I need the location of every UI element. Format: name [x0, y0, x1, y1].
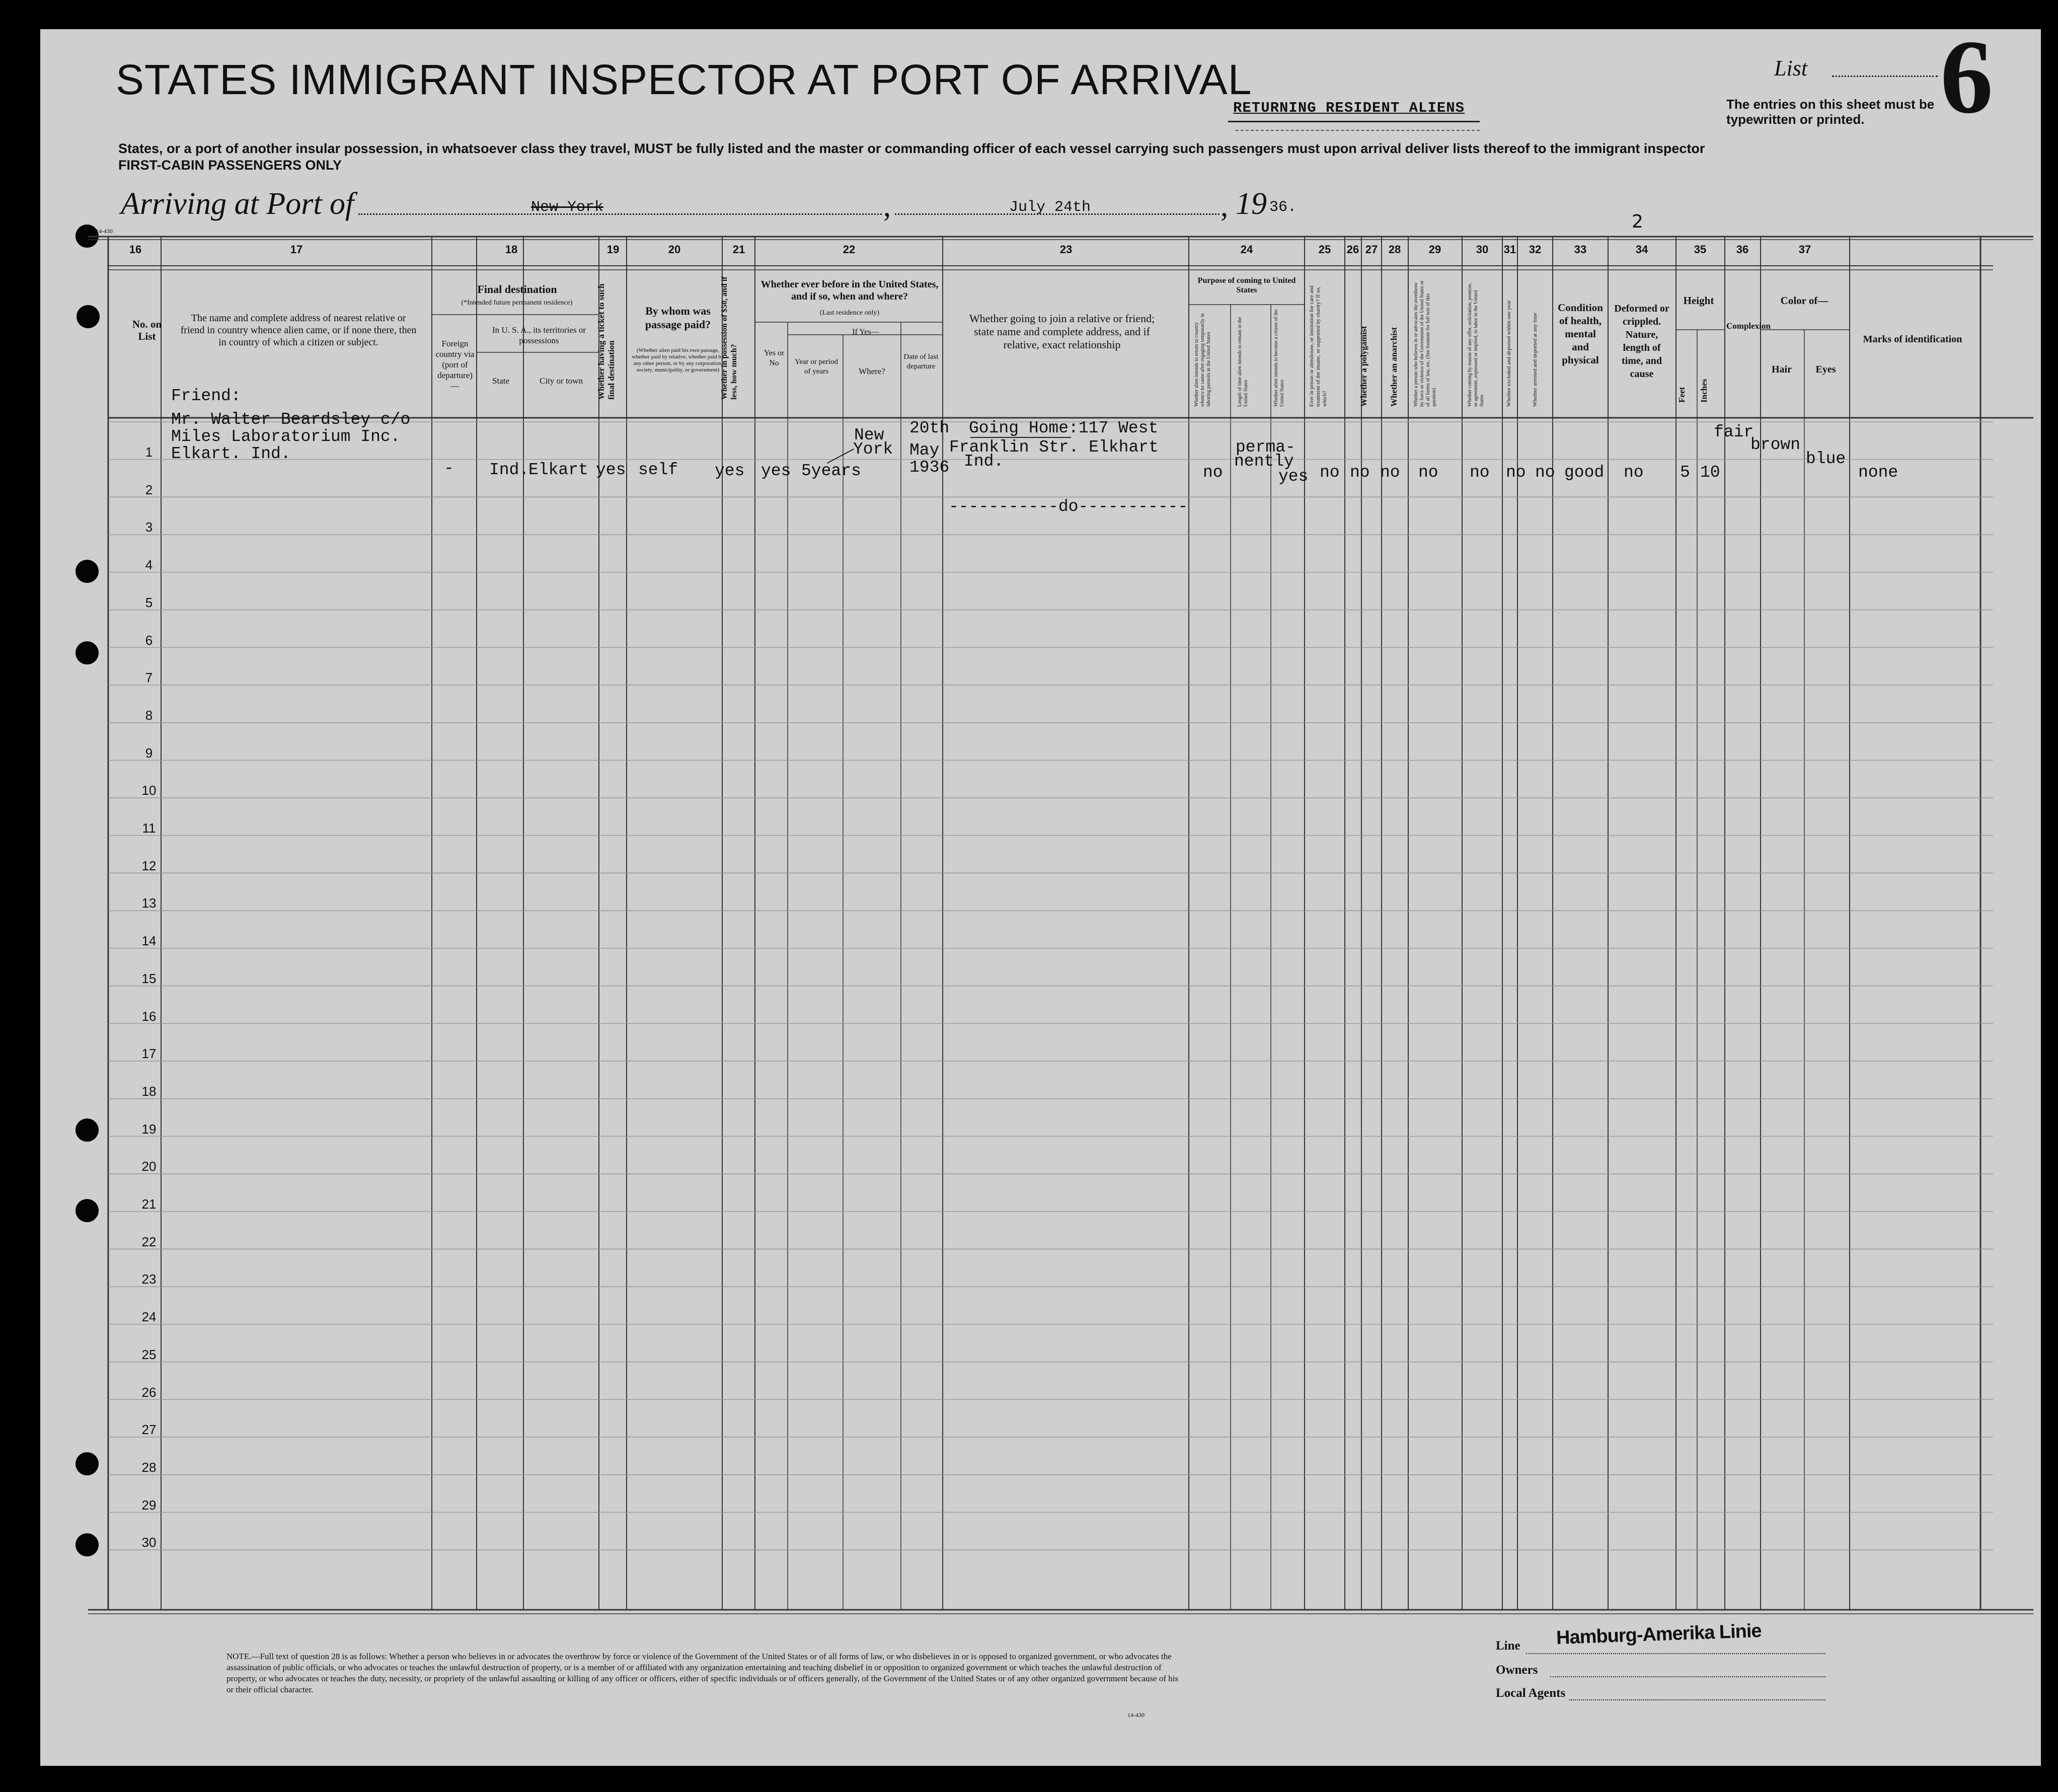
relative-company: Miles Laboratorium Inc. [171, 427, 401, 446]
footer-form-number: 14-430 [1127, 1711, 1145, 1719]
header-last-departure: Date of last departure [903, 353, 939, 370]
header-if-yes: If Yes— [852, 328, 879, 336]
header-purpose-return: Whether alien intends to return to country whence he came after engaging temporarily in laboring pursuits in the United States [1194, 313, 1211, 407]
column-number: 24 [1240, 243, 1253, 256]
header-anarchist: Whether an anarchist [1389, 327, 1399, 407]
column-number: 32 [1529, 243, 1542, 256]
header-purpose: Purpose of coming to United States [1197, 276, 1296, 294]
friend-label: Friend: [171, 387, 241, 405]
column-number: 16 [129, 243, 142, 256]
column-number: 33 [1574, 243, 1587, 256]
owners-label: Owners [1496, 1663, 1538, 1677]
row-number: 29 [141, 1497, 157, 1513]
list-label: List [1774, 56, 1808, 81]
column-number: 35 [1694, 243, 1707, 256]
header-excluded: Whether excluded and deported within one year [1506, 300, 1512, 407]
list-number-line [1832, 76, 1938, 77]
overthrow-value: no [1418, 463, 1438, 482]
header-final-destination: Final destination [477, 283, 557, 295]
deformed-value: no [1624, 463, 1644, 482]
year-suffix: 36. [1269, 199, 1297, 216]
row-number: 21 [141, 1197, 157, 1212]
header-color-of: Color of— [1780, 294, 1828, 307]
footnote-text: Full text of question 28 is as follows: Whether a person who believes in or advocates the overthrow by force or violence of the Government of the United States or of all forms of law, or who disbelieves in or is opposed to organized government, or who advocates the assassination of public officials, or who advocates or teaches the unlawful destruction of property, or is a member of or affiliated with any organization entertaining and teaching disbelief in or opposition to organized government or which teaches the unlawful destruction of property, or who advocates or teaches the duty, necessity, or propriety of the unlawful assaulting or killing of any officer or officers, either of specific individuals or of officers generally, of the Government of the United States or of any other organized government because of his or their official character. [226, 1652, 1179, 1694]
header-deformed: Deformed or crippled. Nature, length of time, and cause [1614, 303, 1669, 380]
column-number: 36 [1736, 243, 1749, 256]
header-final-note: (*Intended future permanent residence) [461, 299, 573, 307]
row-number: 2 [145, 482, 153, 497]
header-no-on-list: No. on List [132, 318, 162, 342]
header-foreign-via: Foreign country via (port of departure)— [435, 339, 475, 391]
header-inches: Inches [1699, 379, 1709, 403]
column-number: 26 [1346, 243, 1359, 256]
column-number: 25 [1318, 243, 1331, 256]
cabin-class: FIRST-CABIN PASSENGERS ONLY [118, 158, 342, 173]
relative-name: Mr. Walter Beardsley c/o [171, 410, 411, 429]
row-number: 8 [145, 707, 153, 723]
polygamist-value: no [1350, 463, 1370, 482]
complexion-value: fair [1714, 423, 1754, 441]
comma: , [1221, 189, 1228, 222]
prison-value: no [1320, 463, 1340, 482]
stamp-rule [1228, 121, 1480, 122]
row-number: 24 [141, 1309, 157, 1325]
fifty-value: yes [715, 462, 745, 480]
join-value-1: Going Home:117 West [969, 419, 1159, 437]
header-feet: Feet [1677, 387, 1687, 403]
column-number: 21 [732, 243, 745, 256]
row-number: 1 [145, 444, 153, 460]
join-value-2: Franklin Str. Elkhart [949, 438, 1159, 457]
header-ticket: Whether having a ticket to such final destination [596, 283, 616, 400]
header-polygamist: Whether a polygamist [1359, 326, 1368, 407]
row-number: 25 [141, 1347, 157, 1362]
row-number: 13 [141, 895, 157, 911]
arrival-date: July 24th [1009, 199, 1091, 216]
column-number: 20 [668, 243, 681, 256]
header-ever-before: Whether ever before in the United States, and if so, when and where? [760, 279, 939, 302]
before-yes-value: yes [761, 462, 791, 480]
row-number: 4 [145, 557, 153, 573]
row-number: 14 [141, 933, 157, 949]
column-number: 34 [1635, 243, 1648, 256]
column-number: 37 [1798, 243, 1811, 256]
header-city: City or town [540, 376, 583, 386]
row-number: 18 [141, 1083, 157, 1099]
list-number: 6 [1940, 19, 1993, 135]
row-number: 22 [141, 1234, 157, 1249]
purpose-length-value-1: perma- [1236, 438, 1295, 457]
header-period: Year or period of years [795, 358, 838, 376]
anarchist-value: no [1380, 463, 1400, 482]
header-purpose-length: Length of time alien intends to remain in the United States [1237, 317, 1249, 407]
feet-value: 5 [1680, 463, 1690, 482]
row-number: 11 [142, 820, 156, 836]
typewritten-note: The entries on this sheet must be typewritten or printed. [1726, 97, 1935, 127]
header-yes-no: Yes or No [764, 349, 785, 367]
ticket-value: yes [596, 461, 626, 479]
header-ever-note: (Last residence only) [819, 309, 880, 317]
where-value-2: York [853, 440, 893, 459]
comma: , [883, 189, 891, 222]
column-number: 17 [290, 243, 303, 256]
arrival-port: New York [531, 199, 604, 216]
row-number: 19 [141, 1121, 157, 1137]
row-number: 16 [141, 1008, 157, 1024]
header-passage-note: (Whether alien paid his own passage, whether paid by relative, whether paid by any other person, or by any corporation, society, municipality, or government) [632, 347, 724, 373]
footnote-label: NOTE.— [226, 1652, 260, 1661]
eyes-value: blue [1806, 450, 1846, 468]
arriving-label: Arriving at Port of [121, 187, 354, 221]
header-usa: In U. S. A., its territories or possessions [492, 325, 586, 345]
purpose-citizen-value: yes [1278, 467, 1309, 486]
header-fifty-dollars: Whether in possession of $50, and if less, how much? [720, 276, 738, 400]
header-state: State [492, 376, 509, 386]
row-number: 6 [145, 632, 153, 648]
row-number: 12 [141, 858, 157, 873]
join-value-3: Ind. [964, 452, 1004, 471]
header-purpose-citizen: Whether alien intends to become a citizen of the United States [1273, 309, 1285, 407]
port-line [358, 213, 882, 215]
header-complexion: Complexion [1726, 321, 1771, 331]
header-passage: By whom was passage paid? [645, 305, 711, 331]
row-number: 27 [141, 1422, 157, 1438]
purpose-return-value: no [1203, 463, 1223, 482]
column-number: 19 [606, 243, 620, 256]
row2-ditto: -----------do----------- [949, 497, 1188, 516]
row-number: 10 [141, 783, 157, 798]
column-number: 18 [505, 243, 518, 256]
line-rule [1526, 1653, 1825, 1654]
row-number: 15 [141, 970, 157, 986]
footnote [226, 1651, 1183, 1695]
agents-label: Local Agents [1496, 1686, 1566, 1700]
row-number: 17 [141, 1046, 157, 1062]
excluded-value: no [1506, 463, 1526, 482]
period-value: 5years [801, 462, 861, 480]
handwritten-page: 2 [1632, 211, 1643, 232]
header-prison: Ever in prison or almshouse, or institution for care and treatment of the insane, or supported by charity? If so, which? [1309, 285, 1328, 407]
marks-value: none [1858, 463, 1898, 482]
form-number-top: 14-430 [96, 228, 113, 235]
arrested-value: no [1535, 463, 1555, 482]
row-number: 3 [145, 519, 153, 535]
header-relative: The name and complete address of nearest relative or friend in country whence alien came, or if none there, then in country of which a citizen or subject. [180, 313, 417, 348]
hair-value: brown [1750, 435, 1801, 454]
header-health: Condition of health, mental and physical [1558, 302, 1603, 366]
departure-value-2: May [909, 441, 940, 460]
row-number: 28 [141, 1459, 157, 1475]
column-number: 28 [1388, 243, 1401, 256]
departure-value-3: 1936 [909, 458, 950, 477]
column-number: 30 [1476, 243, 1489, 256]
header-eyes: Eyes [1815, 364, 1836, 375]
header-height: Height [1683, 294, 1714, 307]
health-value: good [1564, 463, 1605, 482]
row-number: 5 [145, 594, 153, 610]
offer-value: no [1470, 463, 1490, 482]
line-label: Line [1496, 1639, 1520, 1653]
header-where: Where? [859, 366, 885, 376]
paid-by-value: self [638, 461, 678, 479]
stamp-strike [1236, 130, 1480, 131]
where-value-1: New [854, 426, 884, 444]
purpose-length-value-2: nently [1234, 452, 1294, 471]
row-number: 30 [141, 1535, 157, 1550]
row-number: 26 [141, 1384, 157, 1400]
owners-rule [1550, 1676, 1825, 1677]
row-number: 20 [141, 1159, 157, 1174]
row-number: 7 [145, 670, 153, 686]
instruction-text: States, or a port of another insular possession, in whatsoever class they travel, MUST be fully listed and the master or commanding officer of each vessel carrying such passengers must upon arrival deliver lists thereof to the immigrant inspector [118, 141, 1705, 156]
inches-value: 10 [1700, 463, 1720, 482]
foreign-via-value: - [444, 459, 454, 478]
row-number: 9 [145, 745, 153, 761]
header-marks: Marks of identification [1863, 334, 1962, 345]
form-title: STATES IMMIGRANT INSPECTOR AT PORT OF ARRIVAL [116, 56, 1252, 103]
header-offer: Whether coming by reason of any offer, solicitation, promise, or agreement, expressed or implied, to labor in the United States [1467, 282, 1485, 407]
column-number: 31 [1503, 243, 1516, 256]
state-value: Ind. [489, 461, 529, 479]
agents-rule [1569, 1699, 1825, 1700]
relative-city: Elkart. Ind. [171, 444, 291, 463]
header-overthrow: Whether a person who believes in or advocates the overthrow by force or violence of the Government of the United States or of all forms of law, etc. (See footnote for full text of this question) [1413, 280, 1437, 407]
header-hair: Hair [1772, 364, 1792, 375]
column-number: 22 [843, 243, 856, 256]
column-number: 23 [1059, 243, 1073, 256]
year-prefix: 19 [1236, 187, 1267, 221]
city-value: Elkart [528, 461, 588, 479]
column-number: 29 [1428, 243, 1441, 256]
header-arrested: Whether arrested and deported at any time [1532, 313, 1538, 407]
column-number: 27 [1365, 243, 1378, 256]
header-join-relative: Whether going to join a relative or friend; state name and complete address, and if relative, exact relationship [969, 312, 1155, 351]
departure-value-1: 20th [909, 419, 950, 437]
line-stamp: Hamburg-Amerika Linie [1556, 1620, 1762, 1649]
returning-stamp: RETURNING RESIDENT ALIENS [1233, 100, 1465, 116]
row-number: 23 [141, 1272, 157, 1287]
